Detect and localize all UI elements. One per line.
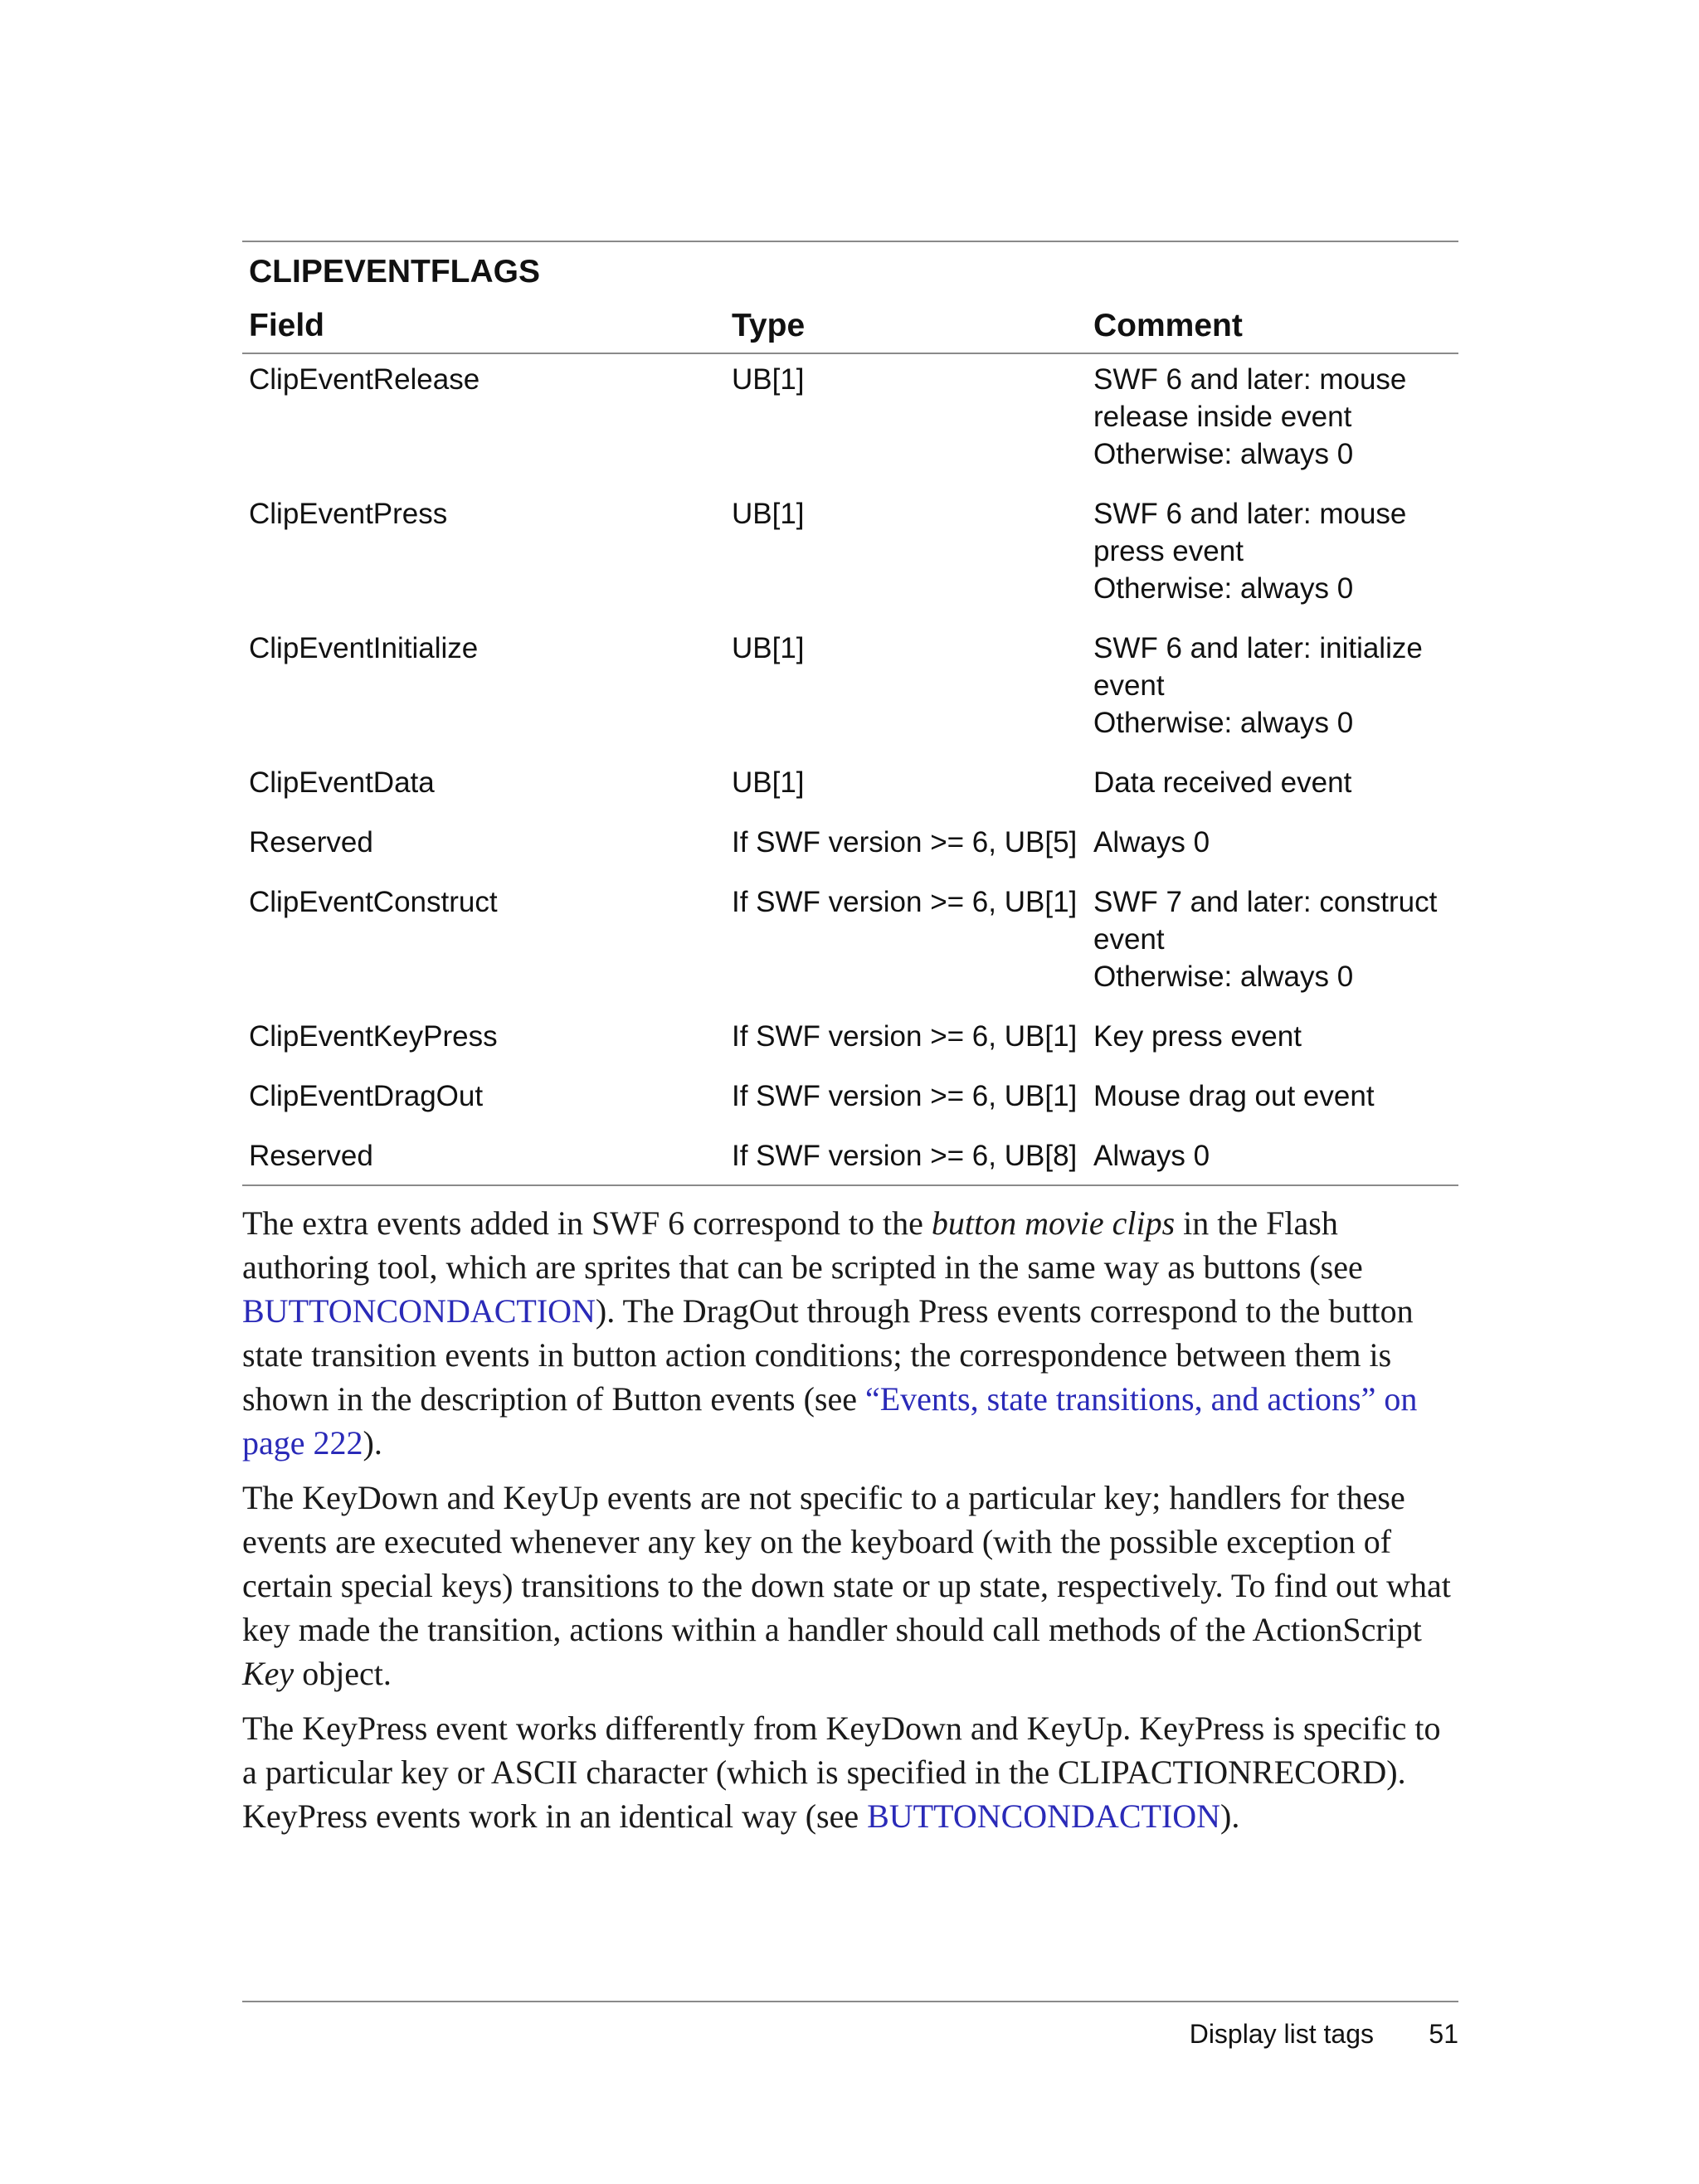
comment-line: release inside event bbox=[1093, 401, 1352, 433]
text-span: The KeyPress event works differently from KeyDown and KeyUp. KeyPress is specific to a particular key or ASCII character (which is specified in the CLIPACTIONRECORD). KeyPress events work in an identical way (see bbox=[242, 1710, 1441, 1835]
comment-line: event bbox=[1093, 923, 1165, 956]
table-row bbox=[242, 489, 1458, 623]
table-title: CLIPEVENTFLAGS bbox=[249, 254, 541, 289]
cell-field: ClipEventData bbox=[249, 766, 435, 799]
paragraph-button-movie-clips bbox=[242, 1201, 1458, 1465]
cell-type: UB[1] bbox=[732, 632, 805, 664]
cell-type: If SWF version >= 6, UB[5] bbox=[732, 826, 1078, 859]
cell-field: ClipEventKeyPress bbox=[249, 1020, 498, 1053]
text-span: ). The DragOut through Press events correspond to the button state transition events in button action conditions; the correspondence between them is shown in the description of Button events (see bbox=[242, 1292, 1414, 1418]
cell-comment bbox=[1087, 1071, 1458, 1131]
buttoncondaction-link[interactable]: BUTTONCONDACTION bbox=[242, 1292, 596, 1330]
table-row bbox=[242, 1011, 1458, 1071]
cell-comment bbox=[1087, 1011, 1458, 1071]
cell-type: UB[1] bbox=[732, 498, 805, 530]
comment-line: Key press event bbox=[1093, 1020, 1302, 1053]
comment-line: event bbox=[1093, 669, 1165, 702]
table-row bbox=[242, 1071, 1458, 1131]
cell-type: If SWF version >= 6, UB[8] bbox=[725, 1131, 1087, 1185]
cell-comment bbox=[1087, 757, 1458, 817]
cell-field: ClipEventPress bbox=[249, 498, 448, 530]
cell-type: If SWF version >= 6, UB[1] bbox=[732, 1080, 1078, 1112]
cell-field: ClipEventRelease bbox=[249, 363, 480, 396]
table-row bbox=[242, 623, 1458, 757]
comment-line: Otherwise: always 0 bbox=[1093, 438, 1354, 470]
page-number: 51 bbox=[1429, 2019, 1458, 2049]
text-span: in the Flash authoring tool, which are sprites that can be scripted in the same way as buttons (see bbox=[242, 1204, 1363, 1286]
text-span: The KeyDown and KeyUp events are not specific to a particular key; handlers for these events are executed whenever any key on the keyboard (with the possible exception of certain special keys) transitions to the down state or up state, respectively. To find out what key made the transition, actions within a handler should call methods of the ActionScript bbox=[242, 1479, 1451, 1648]
cell-comment bbox=[1087, 877, 1458, 1011]
comment-line: SWF 6 and later: mouse bbox=[1093, 498, 1407, 530]
comment-line: Mouse drag out event bbox=[1093, 1080, 1375, 1112]
clipeventflags-table bbox=[242, 292, 1458, 1186]
cell-type: UB[1] bbox=[732, 363, 805, 396]
comment-line: SWF 6 and later: mouse bbox=[1093, 363, 1407, 396]
comment-line: Data received event bbox=[1093, 766, 1352, 799]
emphasis-text: button movie clips bbox=[931, 1204, 1176, 1242]
cell-field: Reserved bbox=[242, 1131, 725, 1185]
text-span: The extra events added in SWF 6 correspond to the bbox=[242, 1204, 932, 1242]
header-field: Field bbox=[242, 292, 725, 353]
table-row bbox=[242, 353, 1458, 489]
comment-line: Otherwise: always 0 bbox=[1093, 961, 1354, 993]
cell-type: If SWF version >= 6, UB[1] bbox=[732, 1020, 1078, 1053]
cell-comment bbox=[1087, 623, 1458, 757]
paragraph-keypress bbox=[242, 1706, 1458, 1838]
cell-field: ClipEventConstruct bbox=[249, 886, 498, 918]
page-content bbox=[242, 241, 1458, 1849]
cell-field: ClipEventDragOut bbox=[249, 1080, 484, 1112]
page-footer bbox=[242, 2001, 1458, 2049]
table-row bbox=[242, 817, 1458, 877]
comment-line: Always 0 bbox=[1093, 826, 1210, 859]
table-header-row bbox=[242, 292, 1458, 353]
table-row bbox=[242, 877, 1458, 1011]
text-span: ). bbox=[363, 1424, 382, 1462]
emphasis-text: Key bbox=[242, 1655, 295, 1692]
header-comment: Comment bbox=[1087, 292, 1458, 353]
header-type: Type bbox=[725, 292, 1087, 353]
cell-type: UB[1] bbox=[732, 766, 805, 799]
cell-comment bbox=[1087, 1131, 1458, 1185]
paragraph-keydown-keyup bbox=[242, 1476, 1458, 1695]
cell-field: Reserved bbox=[249, 826, 373, 859]
footer-section-title: Display list tags bbox=[1189, 2019, 1374, 2049]
table-row bbox=[242, 757, 1458, 817]
cell-field: ClipEventInitialize bbox=[249, 632, 479, 664]
comment-line: press event bbox=[1093, 535, 1244, 567]
buttoncondaction-link[interactable]: BUTTONCONDACTION bbox=[867, 1797, 1221, 1835]
cell-comment bbox=[1087, 489, 1458, 623]
events-state-transitions-link[interactable]: “Events, state transitions, and actions” on page 222 bbox=[242, 1380, 1418, 1462]
comment-line: SWF 6 and later: initialize bbox=[1093, 632, 1423, 664]
cell-comment bbox=[1087, 353, 1458, 489]
comment-line: Otherwise: always 0 bbox=[1093, 707, 1354, 739]
table-row bbox=[242, 1131, 1458, 1185]
text-span: object. bbox=[294, 1655, 392, 1692]
top-rule bbox=[242, 241, 1458, 242]
cell-type: If SWF version >= 6, UB[1] bbox=[732, 886, 1078, 918]
cell-comment bbox=[1087, 817, 1458, 877]
comment-line: SWF 7 and later: construct bbox=[1093, 886, 1438, 918]
text-span: ). bbox=[1220, 1797, 1240, 1835]
comment-line: Otherwise: always 0 bbox=[1093, 572, 1354, 605]
comment-line: Always 0 bbox=[1093, 1140, 1210, 1172]
body-text bbox=[242, 1201, 1458, 1838]
